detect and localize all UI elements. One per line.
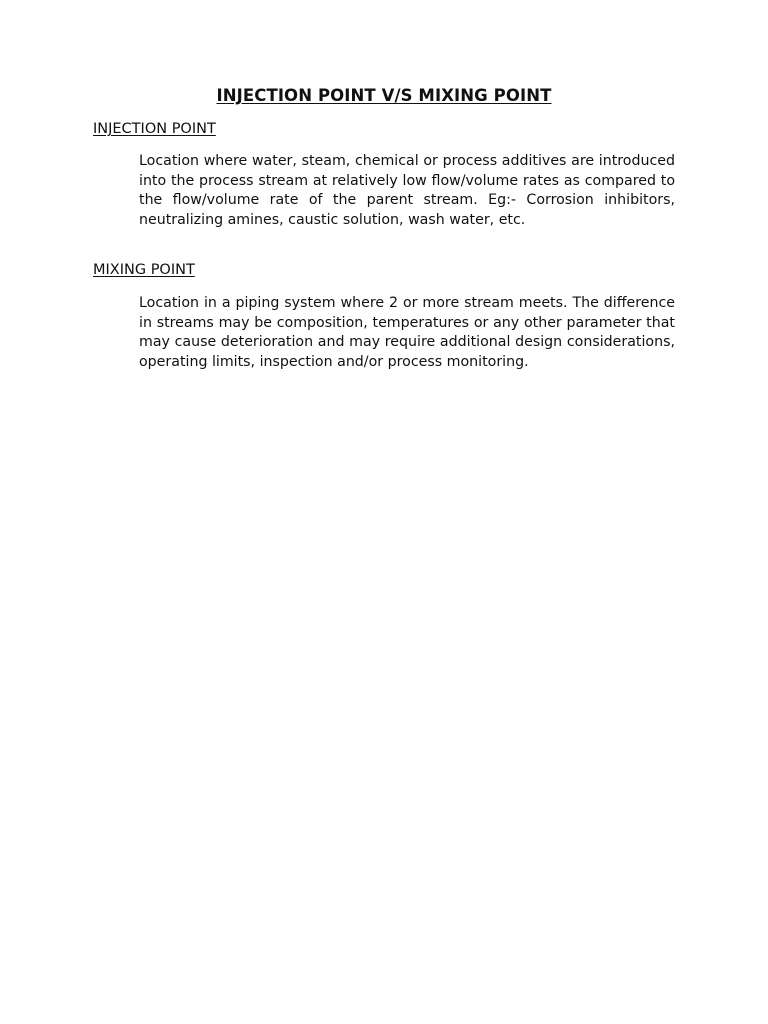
section-heading-mixing-point: MIXING POINT [93, 262, 195, 278]
page-title: INJECTION POINT V/S MIXING POINT [216, 86, 552, 105]
section-body-injection-point: Location where water, steam, chemical or process additives are introduced into the process stream at relatively low flow/volume rates as compared to the flow/volume rate of the parent stream. Eg:- Corrosion inhibitors, neutralizing amines, caustic solution, wash water, etc. [139, 153, 675, 229]
section-heading-injection-point: INJECTION POINT [93, 121, 216, 137]
section-body-mixing-point: Location in a piping system where 2 or more stream meets. The difference in streams may be composition, temperatures or any other parameter that may cause deterioration and may require additional design considerations, operating limits, inspection and/or process monitoring. [139, 295, 675, 371]
